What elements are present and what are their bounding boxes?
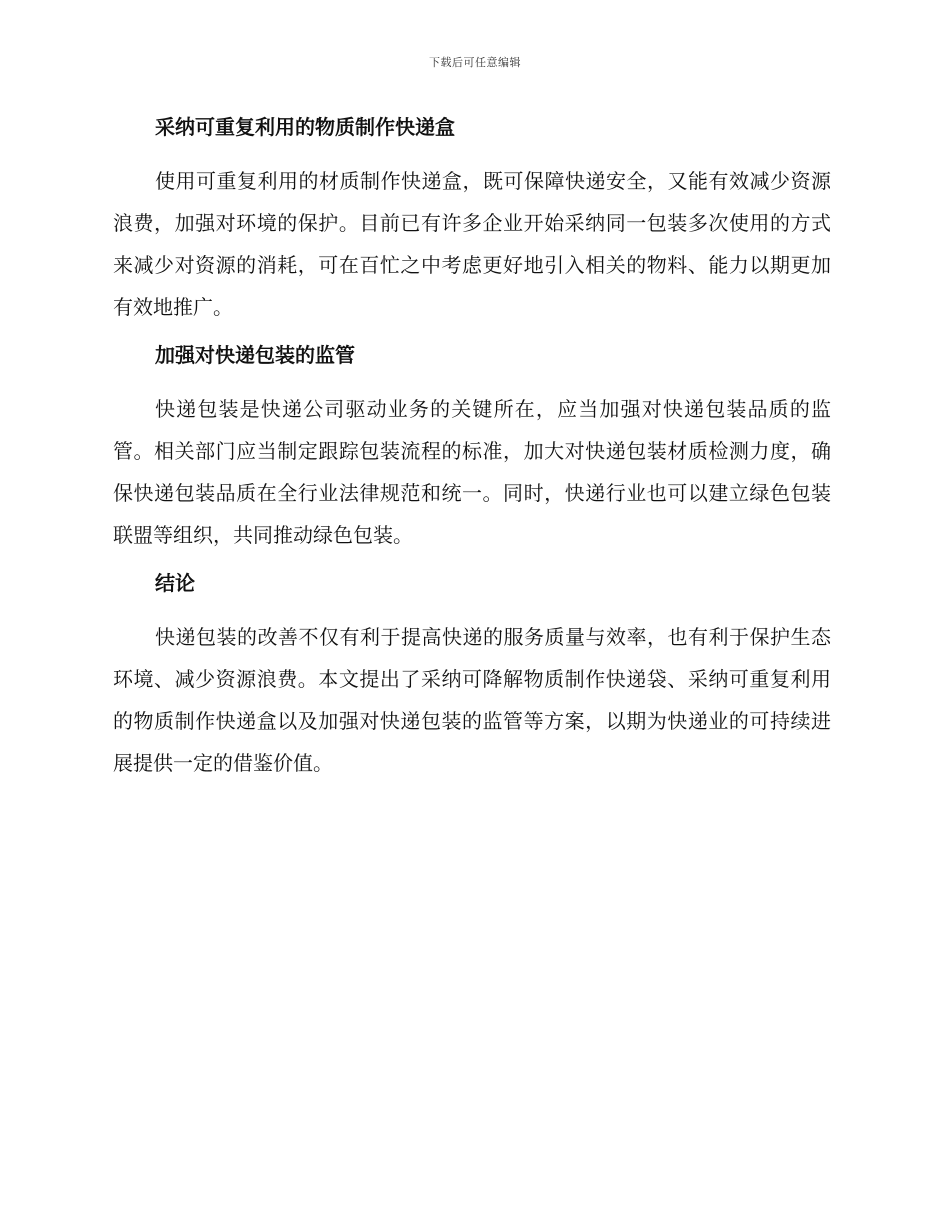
section-conclusion <box>113 568 831 784</box>
section-paragraph: 快递包装的改善不仅有利于提高快递的服务质量与效率，也有利于保护生态环境、减少资源浪费。本文提出了采纳可降解物质制作快递袋、采纳可重复利用的物质制作快递盒以及加强对快递包装的监管等方案，以期为快递业的可持续进展提供一定的借鉴价值。 <box>113 625 831 775</box>
section-paragraph: 快递包装是快递公司驱动业务的关键所在，应当加强对快递包装品质的监管。相关部门应当制定跟踪包装流程的标准，加大对快递包装材质检测力度，确保快递包装品质在全行业法律规范和统一。同时，快递行业也可以建立绿色包装联盟等组织，共同推动绿色包装。 <box>113 397 831 547</box>
document-body <box>113 112 831 796</box>
section-heading: 结论 <box>155 571 195 595</box>
section-heading: 采纳可重复利用的物质制作快递盒 <box>155 115 455 139</box>
section-reusable-boxes <box>113 112 831 328</box>
section-packaging-supervision <box>113 340 831 556</box>
page-header: 下载后可任意编辑 <box>429 56 521 69</box>
section-paragraph: 使用可重复利用的材质制作快递盒，既可保障快递安全，又能有效减少资源浪费，加强对环境的保护。目前已有许多企业开始采纳同一包装多次使用的方式来减少对资源的消耗，可在百忙之中考虑更好地引入相关的物料、能力以期更加有效地推广。 <box>113 169 831 319</box>
section-heading: 加强对快递包装的监管 <box>155 343 355 367</box>
